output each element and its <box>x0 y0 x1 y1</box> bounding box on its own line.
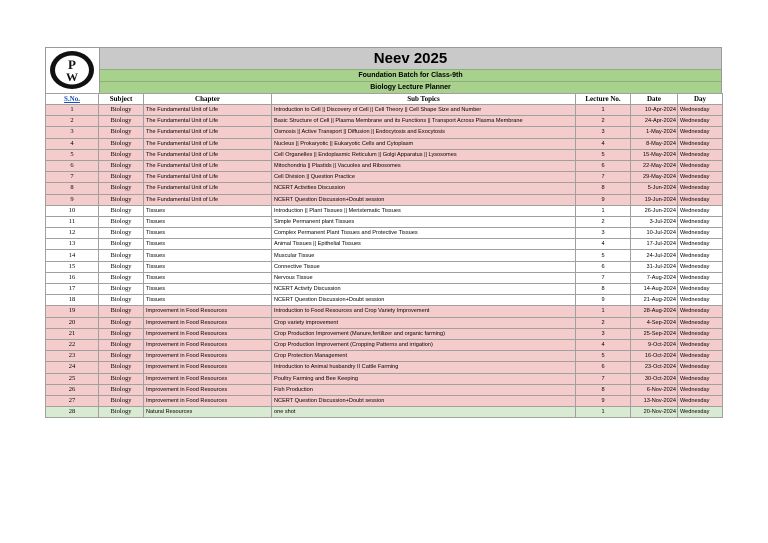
cell-lecture-no: 3 <box>576 127 631 138</box>
cell-chapter: Tissues <box>144 250 272 261</box>
cell-date: 5-Jun-2024 <box>631 183 678 194</box>
cell-date: 14-Aug-2024 <box>631 284 678 295</box>
cell-chapter: Natural Resources <box>144 407 272 418</box>
cell-lecture-no: 1 <box>576 105 631 116</box>
cell-lecture-no: 4 <box>576 339 631 350</box>
cell-date: 13-Nov-2024 <box>631 395 678 406</box>
cell-subtopics: one shot <box>272 407 576 418</box>
cell-lecture-no: 7 <box>576 272 631 283</box>
cell-day: Wednesday <box>678 272 723 283</box>
cell-chapter: Improvement in Food Resources <box>144 395 272 406</box>
cell-chapter: Tissues <box>144 205 272 216</box>
table-row <box>46 272 723 283</box>
cell-chapter: The Fundamental Unit of Life <box>144 172 272 183</box>
table-row <box>46 228 723 239</box>
cell-subject: Biology <box>99 317 144 328</box>
cell-date: 17-Jul-2024 <box>631 239 678 250</box>
cell-sno: 5 <box>46 149 99 160</box>
cell-day: Wednesday <box>678 127 723 138</box>
cell-subtopics: Crop Protection Management <box>272 351 576 362</box>
table-row <box>46 205 723 216</box>
cell-sno: 6 <box>46 160 99 171</box>
cell-subtopics: NCERT Question Discussion+Doubt session <box>272 295 576 306</box>
cell-day: Wednesday <box>678 116 723 127</box>
cell-subject: Biology <box>99 407 144 418</box>
cell-subject: Biology <box>99 339 144 350</box>
cell-date: 22-May-2024 <box>631 160 678 171</box>
cell-day: Wednesday <box>678 261 723 272</box>
cell-date: 24-Jul-2024 <box>631 250 678 261</box>
cell-sno: 10 <box>46 205 99 216</box>
cell-lecture-no: 9 <box>576 395 631 406</box>
cell-date: 28-Aug-2024 <box>631 306 678 317</box>
table-row <box>46 138 723 149</box>
cell-day: Wednesday <box>678 105 723 116</box>
table-row <box>46 116 723 127</box>
cell-day: Wednesday <box>678 138 723 149</box>
cell-sno: 15 <box>46 261 99 272</box>
cell-subtopics: Animal Tissues || Epithelial Tissues <box>272 239 576 250</box>
table-row <box>46 306 723 317</box>
cell-date: 16-Oct-2024 <box>631 351 678 362</box>
cell-day: Wednesday <box>678 149 723 160</box>
cell-date: 30-Oct-2024 <box>631 373 678 384</box>
cell-lecture-no: 5 <box>576 250 631 261</box>
cell-chapter: The Fundamental Unit of Life <box>144 105 272 116</box>
cell-subject: Biology <box>99 105 144 116</box>
planner-header <box>45 47 722 93</box>
cell-subtopics: Poultry Farming and Bee Keeping <box>272 373 576 384</box>
cell-subject: Biology <box>99 373 144 384</box>
cell-chapter: Tissues <box>144 228 272 239</box>
cell-chapter: The Fundamental Unit of Life <box>144 160 272 171</box>
cell-day: Wednesday <box>678 339 723 350</box>
cell-day: Wednesday <box>678 384 723 395</box>
cell-date: 15-May-2024 <box>631 149 678 160</box>
cell-lecture-no: 9 <box>576 194 631 205</box>
cell-sno: 2 <box>46 116 99 127</box>
cell-subtopics: Crop variety improvement <box>272 317 576 328</box>
cell-day: Wednesday <box>678 172 723 183</box>
cell-subject: Biology <box>99 272 144 283</box>
cell-subtopics: Introduction to Cell || Discovery of Cell || Cell Theory || Cell Shape Size and Number <box>272 105 576 116</box>
cell-day: Wednesday <box>678 295 723 306</box>
table-row <box>46 239 723 250</box>
cell-day: Wednesday <box>678 250 723 261</box>
cell-subtopics: Osmosis || Active Transport || Diffusion || Endocytosis and Exocytosis <box>272 127 576 138</box>
table-row <box>46 328 723 339</box>
cell-subject: Biology <box>99 160 144 171</box>
cell-subject: Biology <box>99 172 144 183</box>
cell-day: Wednesday <box>678 362 723 373</box>
table-row <box>46 295 723 306</box>
cell-date: 7-Aug-2024 <box>631 272 678 283</box>
cell-subject: Biology <box>99 149 144 160</box>
cell-subtopics: Nervous Tissue <box>272 272 576 283</box>
cell-subject: Biology <box>99 284 144 295</box>
cell-date: 4-Sep-2024 <box>631 317 678 328</box>
cell-lecture-no: 1 <box>576 205 631 216</box>
cell-subtopics: Introduction to Food Resources and Crop Variety Improvement <box>272 306 576 317</box>
cell-sno: 23 <box>46 351 99 362</box>
cell-subtopics: Muscular Tissue <box>272 250 576 261</box>
cell-sno: 3 <box>46 127 99 138</box>
cell-subject: Biology <box>99 138 144 149</box>
cell-sno: 14 <box>46 250 99 261</box>
table-row <box>46 105 723 116</box>
table-row <box>46 395 723 406</box>
cell-date: 24-Apr-2024 <box>631 116 678 127</box>
cell-lecture-no: 2 <box>576 116 631 127</box>
cell-date: 25-Sep-2024 <box>631 328 678 339</box>
cell-lecture-no: 2 <box>576 317 631 328</box>
cell-sno: 20 <box>46 317 99 328</box>
cell-chapter: Tissues <box>144 284 272 295</box>
cell-subtopics: NCERT Question Discussion+Doubt session <box>272 194 576 205</box>
table-row <box>46 284 723 295</box>
planner-subtitle: Biology Lecture Planner <box>100 81 721 93</box>
cell-sno: 9 <box>46 194 99 205</box>
cell-subtopics: Complex Permanent Plant Tissues and Protective Tissues <box>272 228 576 239</box>
cell-sno: 26 <box>46 384 99 395</box>
cell-lecture-no: 8 <box>576 384 631 395</box>
cell-chapter: Improvement in Food Resources <box>144 373 272 384</box>
cell-day: Wednesday <box>678 228 723 239</box>
table-row <box>46 172 723 183</box>
cell-day: Wednesday <box>678 328 723 339</box>
table-row <box>46 160 723 171</box>
cell-sno: 28 <box>46 407 99 418</box>
cell-date: 23-Oct-2024 <box>631 362 678 373</box>
cell-subtopics: Fish Production <box>272 384 576 395</box>
cell-date: 6-Nov-2024 <box>631 384 678 395</box>
cell-sno: 17 <box>46 284 99 295</box>
table-row <box>46 373 723 384</box>
cell-day: Wednesday <box>678 284 723 295</box>
cell-lecture-no: 1 <box>576 407 631 418</box>
table-row <box>46 384 723 395</box>
column-header-chapter: Chapter <box>144 94 272 105</box>
planner-table <box>45 93 723 418</box>
cell-sno: 4 <box>46 138 99 149</box>
cell-chapter: Tissues <box>144 239 272 250</box>
cell-lecture-no: 9 <box>576 295 631 306</box>
cell-subtopics: Connective Tissue <box>272 261 576 272</box>
cell-sno: 11 <box>46 216 99 227</box>
cell-subject: Biology <box>99 261 144 272</box>
cell-chapter: The Fundamental Unit of Life <box>144 127 272 138</box>
table-row <box>46 250 723 261</box>
column-header-sno: S.No. <box>46 94 99 105</box>
cell-lecture-no: 4 <box>576 239 631 250</box>
cell-sno: 1 <box>46 105 99 116</box>
cell-lecture-no: 4 <box>576 138 631 149</box>
cell-sno: 27 <box>46 395 99 406</box>
batch-subtitle: Foundation Batch for Class-9th <box>100 69 721 81</box>
cell-day: Wednesday <box>678 194 723 205</box>
table-row <box>46 127 723 138</box>
cell-chapter: The Fundamental Unit of Life <box>144 138 272 149</box>
cell-subject: Biology <box>99 205 144 216</box>
cell-date: 10-Jul-2024 <box>631 228 678 239</box>
cell-date: 1-May-2024 <box>631 127 678 138</box>
cell-date: 31-Jul-2024 <box>631 261 678 272</box>
cell-chapter: Improvement in Food Resources <box>144 339 272 350</box>
cell-lecture-no: 5 <box>576 351 631 362</box>
cell-chapter: Tissues <box>144 261 272 272</box>
cell-sno: 7 <box>46 172 99 183</box>
cell-chapter: The Fundamental Unit of Life <box>144 183 272 194</box>
cell-date: 19-Jun-2024 <box>631 194 678 205</box>
cell-subtopics: NCERT Activities Discussion <box>272 183 576 194</box>
cell-subject: Biology <box>99 127 144 138</box>
cell-chapter: Tissues <box>144 272 272 283</box>
cell-chapter: Tissues <box>144 295 272 306</box>
cell-day: Wednesday <box>678 407 723 418</box>
cell-sno: 19 <box>46 306 99 317</box>
cell-day: Wednesday <box>678 373 723 384</box>
cell-subject: Biology <box>99 183 144 194</box>
cell-day: Wednesday <box>678 216 723 227</box>
cell-subtopics: Crop Production Improvement (Manure,fertilizer and organic farming) <box>272 328 576 339</box>
cell-day: Wednesday <box>678 183 723 194</box>
table-row <box>46 407 723 418</box>
cell-subtopics: Introduction || Plant Tissues || Meristematic Tissues <box>272 205 576 216</box>
cell-chapter: The Fundamental Unit of Life <box>144 149 272 160</box>
cell-lecture-no: 7 <box>576 373 631 384</box>
table-row <box>46 194 723 205</box>
svg-text:P: P <box>68 57 76 72</box>
cell-sno: 25 <box>46 373 99 384</box>
cell-lecture-no: 5 <box>576 149 631 160</box>
cell-subtopics: Nucleus || Prokaryotic || Eukaryotic Cells and Cytoplasm <box>272 138 576 149</box>
table-row <box>46 317 723 328</box>
cell-lecture-no: 6 <box>576 261 631 272</box>
cell-subtopics: NCERT Activity Discussion <box>272 284 576 295</box>
table-header-row <box>46 94 723 105</box>
cell-day: Wednesday <box>678 306 723 317</box>
cell-lecture-no: 3 <box>576 328 631 339</box>
page-title: Neev 2025 <box>100 48 721 69</box>
cell-sno: 18 <box>46 295 99 306</box>
cell-subtopics: Basic Structure of Cell || Plasma Membrane and its Functions || Transport Across Plasma Membrane <box>272 116 576 127</box>
cell-day: Wednesday <box>678 317 723 328</box>
cell-lecture-no: 7 <box>576 172 631 183</box>
cell-subject: Biology <box>99 351 144 362</box>
cell-lecture-no: 8 <box>576 183 631 194</box>
table-row <box>46 183 723 194</box>
cell-date: 26-Jun-2024 <box>631 205 678 216</box>
cell-chapter: The Fundamental Unit of Life <box>144 116 272 127</box>
table-row <box>46 261 723 272</box>
cell-subject: Biology <box>99 216 144 227</box>
column-header-date: Date <box>631 94 678 105</box>
cell-lecture-no: 8 <box>576 284 631 295</box>
cell-day: Wednesday <box>678 395 723 406</box>
column-header-subtopics: Sub Topics <box>272 94 576 105</box>
cell-lecture-no: 1 <box>576 306 631 317</box>
cell-lecture-no: 2 <box>576 216 631 227</box>
cell-chapter: Improvement in Food Resources <box>144 317 272 328</box>
cell-sno: 8 <box>46 183 99 194</box>
cell-subtopics: Mitochondria || Plastids || Vacuoles and Ribosomes <box>272 160 576 171</box>
table-row <box>46 339 723 350</box>
cell-subject: Biology <box>99 362 144 373</box>
cell-date: 21-Aug-2024 <box>631 295 678 306</box>
cell-sno: 16 <box>46 272 99 283</box>
pw-logo-icon <box>48 50 96 90</box>
column-header-day: Day <box>678 94 723 105</box>
cell-chapter: Improvement in Food Resources <box>144 328 272 339</box>
cell-subject: Biology <box>99 328 144 339</box>
cell-lecture-no: 3 <box>576 228 631 239</box>
table-row <box>46 149 723 160</box>
column-header-subject: Subject <box>99 94 144 105</box>
cell-subtopics: NCERT Question Discussion+Doubt session <box>272 395 576 406</box>
cell-subject: Biology <box>99 306 144 317</box>
cell-day: Wednesday <box>678 160 723 171</box>
cell-subject: Biology <box>99 116 144 127</box>
cell-subject: Biology <box>99 250 144 261</box>
cell-subtopics: Simple Permanent plant Tissues <box>272 216 576 227</box>
column-header-lecture-no: Lecture No. <box>576 94 631 105</box>
cell-day: Wednesday <box>678 351 723 362</box>
cell-date: 9-Oct-2024 <box>631 339 678 350</box>
cell-lecture-no: 6 <box>576 160 631 171</box>
cell-subject: Biology <box>99 228 144 239</box>
cell-date: 8-May-2024 <box>631 138 678 149</box>
cell-subtopics: Crop Production Improvement (Cropping Patterns and irrigation) <box>272 339 576 350</box>
table-body <box>46 105 723 418</box>
cell-date: 29-May-2024 <box>631 172 678 183</box>
cell-sno: 12 <box>46 228 99 239</box>
cell-day: Wednesday <box>678 205 723 216</box>
cell-lecture-no: 6 <box>576 362 631 373</box>
cell-chapter: The Fundamental Unit of Life <box>144 194 272 205</box>
table-row <box>46 216 723 227</box>
table-row <box>46 362 723 373</box>
cell-sno: 21 <box>46 328 99 339</box>
cell-subject: Biology <box>99 295 144 306</box>
cell-chapter: Improvement in Food Resources <box>144 351 272 362</box>
cell-subject: Biology <box>99 384 144 395</box>
cell-chapter: Improvement in Food Resources <box>144 306 272 317</box>
svg-text:W: W <box>66 70 78 84</box>
cell-chapter: Improvement in Food Resources <box>144 384 272 395</box>
cell-chapter: Improvement in Food Resources <box>144 362 272 373</box>
cell-chapter: Tissues <box>144 216 272 227</box>
logo-cell <box>46 48 100 93</box>
cell-sno: 13 <box>46 239 99 250</box>
cell-sno: 24 <box>46 362 99 373</box>
lecture-planner-sheet <box>45 47 722 418</box>
cell-subtopics: Cell Division || Question Practice <box>272 172 576 183</box>
cell-subject: Biology <box>99 239 144 250</box>
cell-subtopics: Cell Organelles || Endoplasmic Reticulum || Golgi Apparatus || Lysosomes <box>272 149 576 160</box>
cell-sno: 22 <box>46 339 99 350</box>
cell-date: 20-Nov-2024 <box>631 407 678 418</box>
cell-subject: Biology <box>99 395 144 406</box>
cell-day: Wednesday <box>678 239 723 250</box>
table-row <box>46 351 723 362</box>
cell-date: 3-Jul-2024 <box>631 216 678 227</box>
cell-subject: Biology <box>99 194 144 205</box>
cell-date: 10-Apr-2024 <box>631 105 678 116</box>
cell-subtopics: Introduction to Animal husbandry II Cattle Farming <box>272 362 576 373</box>
